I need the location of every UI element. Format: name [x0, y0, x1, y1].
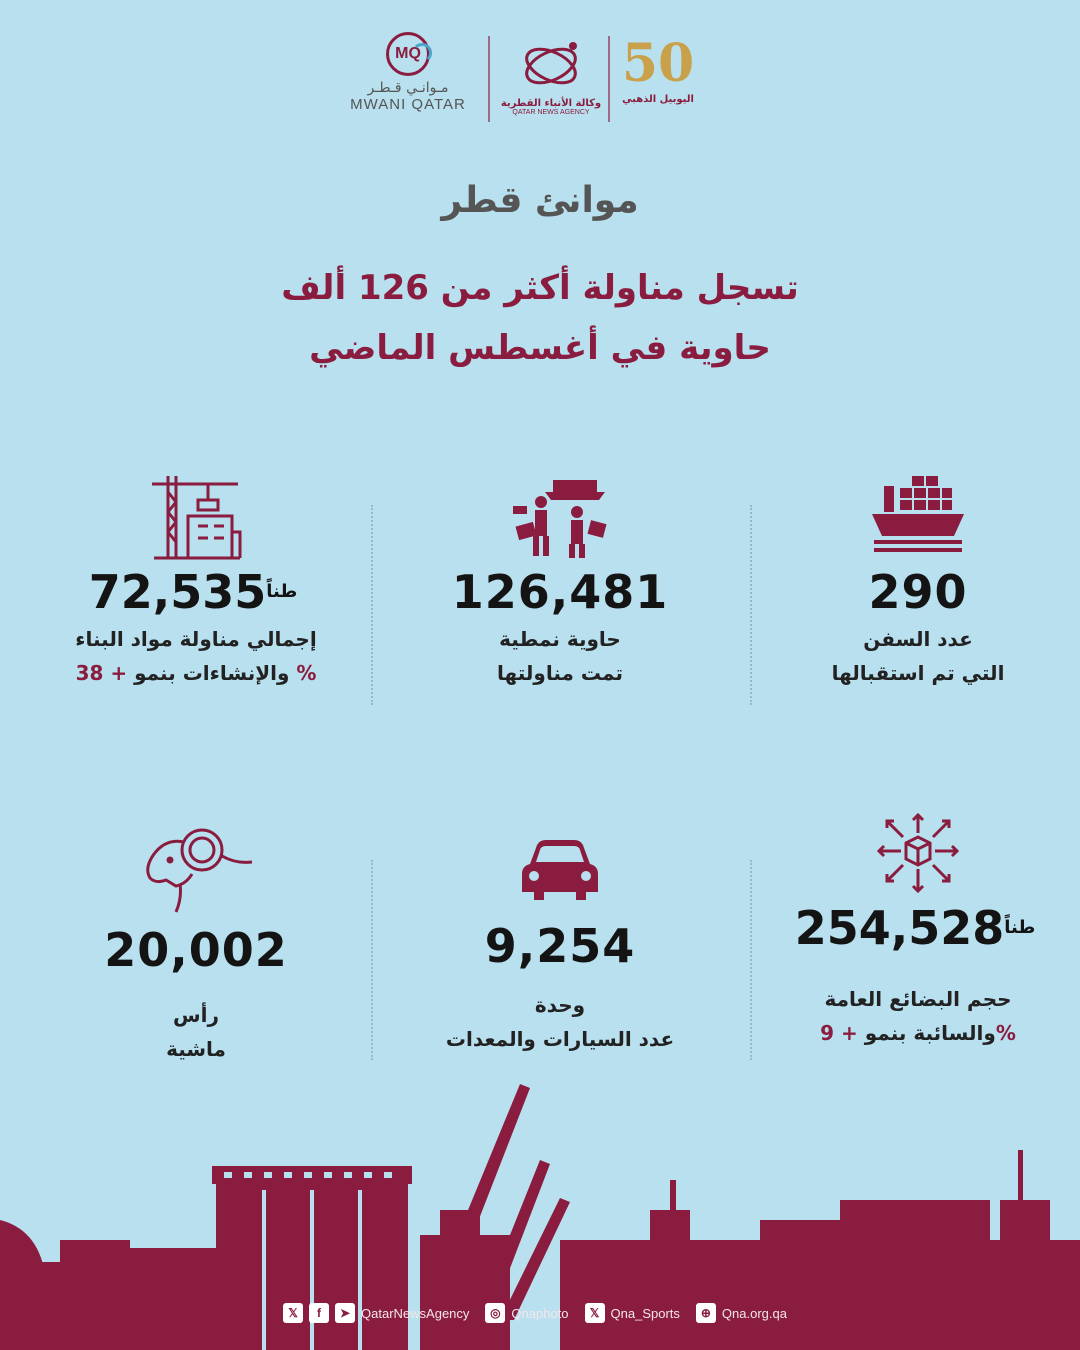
jubilee-number: 50 — [621, 33, 695, 94]
column-divider — [750, 505, 752, 705]
agency-handle[interactable]: QatarNewsAgency — [361, 1305, 470, 1321]
crane-building-icon — [148, 472, 244, 562]
qna-emblem-icon — [511, 34, 591, 94]
stat-label-text: والسائبة بنمو — [864, 1021, 996, 1045]
stat-label: حاوية نمطية — [499, 627, 621, 651]
stat-number: 72,535 — [88, 565, 267, 619]
stat-unit: طناً — [1004, 917, 1036, 938]
car-icon — [520, 836, 600, 906]
stat-label — [758, 1016, 1078, 1050]
sports-handle[interactable]: Qna_Sports — [610, 1305, 680, 1321]
stat-value — [758, 898, 1078, 958]
website-link[interactable]: Qna.org.qa — [721, 1305, 787, 1321]
mq-mark: MQ — [386, 32, 430, 76]
stat-value: 20,002 — [104, 923, 288, 977]
page-title: موانئ قطر — [441, 180, 639, 221]
stat-livestock — [36, 820, 356, 1066]
mwani-qatar-logo — [338, 30, 478, 130]
stat-general-cargo — [758, 808, 1078, 1050]
telegram-icon[interactable]: ➤ — [335, 1303, 355, 1323]
growth-badge: + 9% — [820, 1021, 1016, 1045]
social-footer — [0, 1300, 1080, 1326]
column-divider — [371, 860, 373, 1060]
stat-label: تمت مناولتها — [497, 661, 623, 685]
headline-line-1: تسجل مناولة أكثر من 126 ألف — [281, 268, 799, 308]
qna-logo — [498, 30, 604, 130]
stat-label: التي تم استقبالها — [831, 661, 1005, 685]
stat-label — [36, 656, 356, 690]
globe-icon[interactable]: ⊕ — [696, 1303, 716, 1323]
stat-label: عدد السيارات والمعدات — [445, 1027, 675, 1051]
headline-line-2: حاوية في أغسطس الماضي — [309, 328, 771, 368]
column-divider — [750, 860, 752, 1060]
box-arrows-icon — [873, 811, 963, 895]
stat-containers — [400, 472, 720, 690]
headline — [0, 258, 1080, 378]
stat-label-text: والإنشاءات بنمو — [134, 661, 290, 685]
stat-value: 9,254 — [484, 919, 636, 973]
x-icon[interactable]: 𝕏 — [585, 1303, 605, 1323]
workers-containers-icon — [505, 472, 615, 562]
stat-construction — [36, 472, 356, 690]
stat-label: إجمالي مناولة مواد البناء — [75, 627, 317, 651]
golden-jubilee-logo — [612, 34, 704, 130]
stat-label: حجم البضائع العامة — [824, 987, 1012, 1011]
stat-label: رأس — [173, 1003, 219, 1027]
growth-badge: + 38 % — [75, 661, 317, 685]
stat-number: 254,528 — [794, 901, 1005, 955]
stat-value: 126,481 — [451, 565, 669, 619]
stat-label: عدد السفن — [863, 627, 973, 651]
ram-head-icon — [136, 820, 256, 920]
qna-name-ar: وكالة الأنباء القطرية — [500, 98, 602, 109]
logo-divider — [488, 36, 490, 122]
stat-ships — [758, 472, 1078, 690]
stat-unit: طناً — [266, 581, 298, 602]
stat-label: وحدة — [534, 993, 586, 1017]
instagram-icon[interactable]: ◎ — [485, 1303, 505, 1323]
mwani-name-ar: مـوانـي قـطـر — [367, 80, 449, 96]
mwani-name-en: MWANI QATAR — [350, 96, 466, 113]
stat-value — [36, 562, 356, 622]
logo-bar — [0, 30, 1080, 130]
ship-icon — [870, 472, 966, 562]
facebook-icon[interactable]: f — [309, 1303, 329, 1323]
stat-label: ماشية — [166, 1037, 226, 1061]
jubilee-caption: اليوبيل الذهبي — [622, 94, 694, 105]
x-icon[interactable]: 𝕏 — [283, 1303, 303, 1323]
stat-value: 290 — [868, 565, 968, 619]
photo-handle[interactable]: Qnaphoto — [511, 1305, 569, 1321]
logo-divider — [608, 36, 610, 122]
stat-vehicles — [400, 826, 720, 1056]
qna-name-en: QATAR NEWS AGENCY — [512, 109, 590, 116]
column-divider — [371, 505, 373, 705]
